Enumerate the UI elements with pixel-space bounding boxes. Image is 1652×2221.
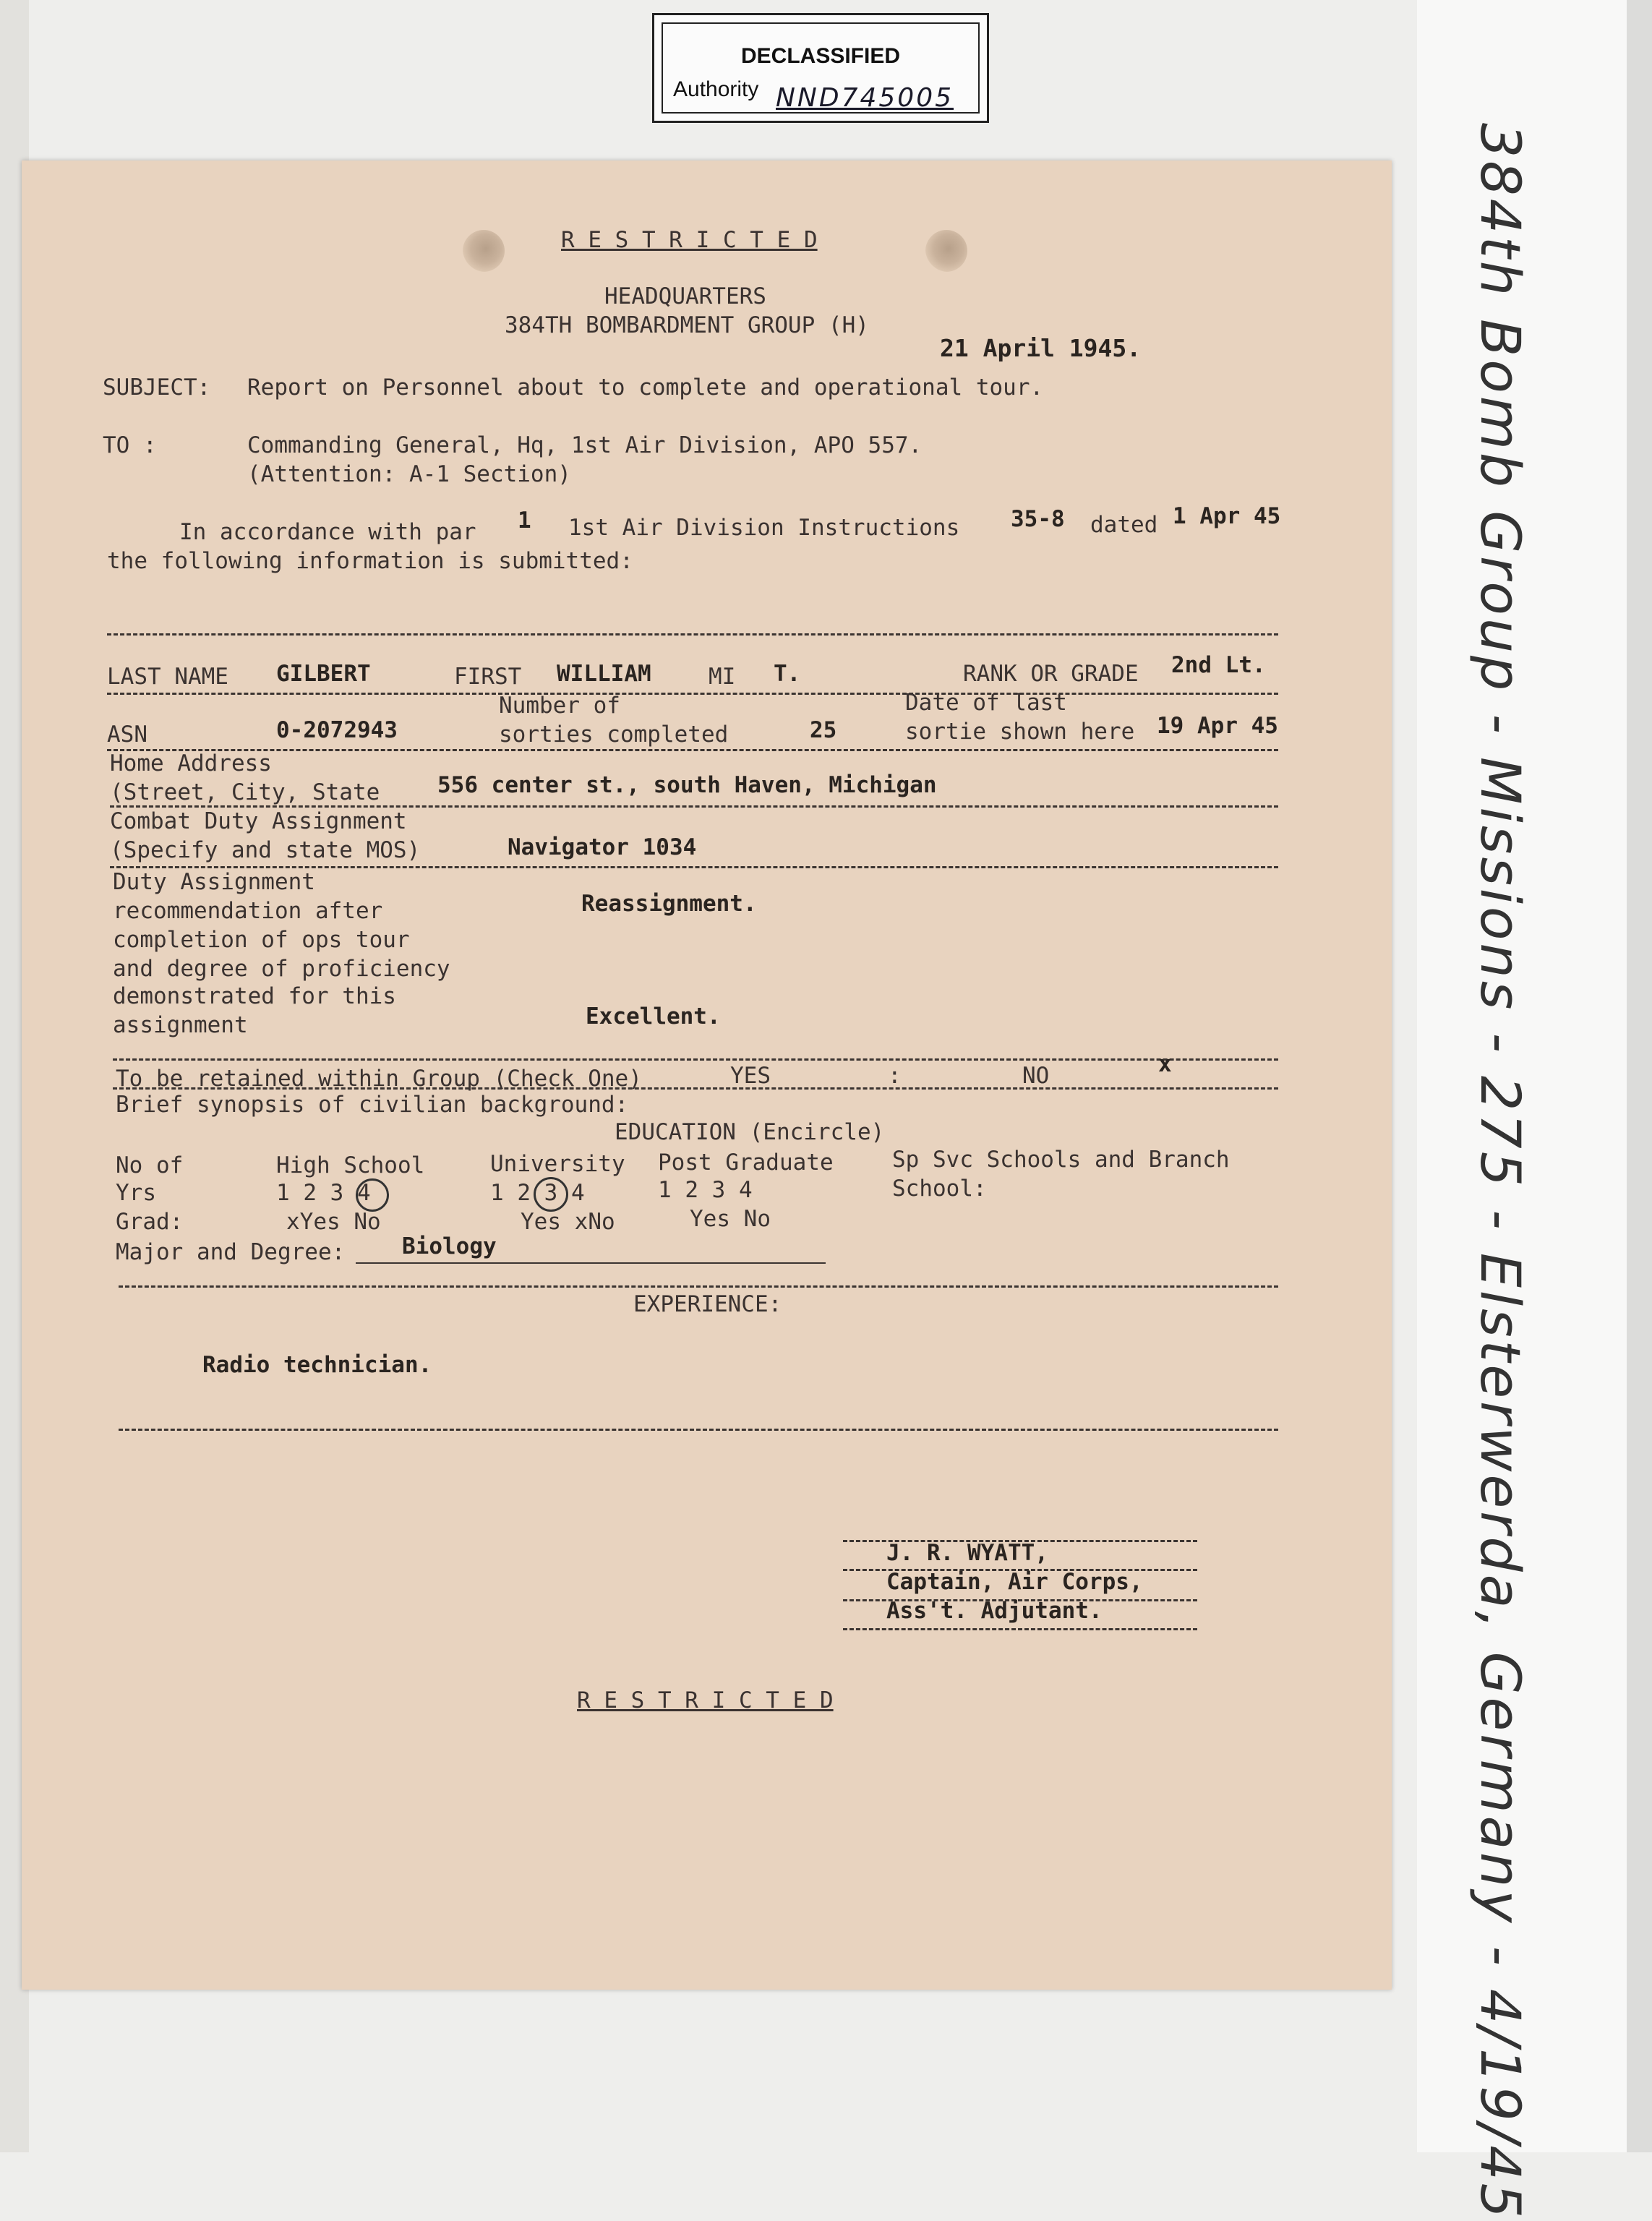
authority-label: Authority [673, 77, 759, 101]
rule-top [107, 633, 1278, 636]
signature-title: Ass't. Adjutant. [886, 1598, 1103, 1624]
duty-label-line: recommendation after [113, 898, 383, 924]
sorties-label-2: sorties completed [499, 722, 729, 748]
rule-asn [107, 749, 1278, 751]
sp-svc-label-2: School: [892, 1176, 987, 1202]
background-right [1417, 0, 1652, 2152]
para-prefix: In accordance with par [179, 519, 476, 545]
para-middle: 1st Air Division Instructions [568, 515, 960, 541]
university-grad: Yes xNo [521, 1209, 615, 1235]
grad-label: Grad: [116, 1209, 184, 1235]
subject-text: Report on Personnel about to complete and operational tour. [247, 375, 1044, 401]
rule-home [110, 805, 1278, 808]
to-label: TO : [103, 432, 157, 458]
classification-bottom: R E S T R I C T E D [577, 1687, 834, 1713]
signature-name: J. R. WYATT, [886, 1540, 1048, 1566]
para-line-2: the following information is submitted: [107, 548, 633, 574]
experience-label: EXPERIENCE: [633, 1291, 782, 1317]
handwritten-note: 384th Bomb Group - Missions - 275 - Elsterwerda, Germany - 4/19/45 [1468, 123, 1533, 2221]
university-circle [534, 1177, 568, 1212]
duty-label-line: and degree of proficiency [113, 956, 450, 982]
yrs-label: Yrs [116, 1180, 156, 1206]
proficiency-value: Excellent. [586, 1003, 721, 1030]
para-number: 1 [518, 508, 531, 534]
sorties-value: 25 [810, 717, 837, 743]
high-school-grad: xYes No [286, 1209, 381, 1235]
sorties-label-1: Number of [499, 693, 620, 719]
first-label: FIRST [454, 664, 522, 690]
subject-label: SUBJECT: [103, 375, 211, 401]
duty-label-line: assignment [113, 1012, 248, 1038]
home-label-2: (Street, City, State [110, 779, 380, 805]
duty-label-line: completion of ops tour [113, 927, 410, 953]
rank-label: RANK OR GRADE [963, 661, 1139, 687]
university-label: University [490, 1151, 625, 1177]
rank-value: 2nd Lt. [1171, 652, 1266, 678]
rule-retained [113, 1087, 1278, 1090]
university-years: 1 2 3 4 [490, 1180, 585, 1206]
retained-no-label: NO [1022, 1063, 1050, 1089]
last-sortie-label-2: sortie shown here [905, 719, 1135, 745]
retained-label: To be retained within Group (Check One) [116, 1066, 642, 1092]
rule-combat [110, 866, 1278, 868]
first-name-value: WILLIAM [557, 661, 651, 687]
home-label-1: Home Address [110, 750, 272, 776]
sp-svc-label-1: Sp Svc Schools and Branch [892, 1147, 1230, 1173]
major-value: Biology [402, 1233, 497, 1259]
punch-hole-right [925, 230, 967, 272]
rule-experience [119, 1429, 1278, 1431]
declassified-stamp [652, 13, 989, 123]
document-date: 21 April 1945. [940, 334, 1142, 362]
signature-rank: Captain, Air Corps, [886, 1569, 1143, 1595]
high-school-label: High School [276, 1152, 425, 1178]
last-sortie-label-1: Date of last [905, 690, 1067, 716]
declassified-title: DECLASSIFIED [740, 44, 901, 68]
dated-value: 1 Apr 45 [1173, 503, 1281, 529]
combat-label-2: (Specify and state MOS) [110, 837, 421, 863]
civilian-label: Brief synopsis of civilian background: [116, 1092, 629, 1118]
combat-value: Navigator 1034 [508, 834, 697, 860]
major-underline [356, 1262, 826, 1264]
instruction-number: 35-8 [1011, 506, 1065, 532]
to-line-1: Commanding General, Hq, 1st Air Division, APO 557. [247, 432, 923, 458]
last-name-label: LAST NAME [107, 664, 228, 690]
no-of-label: No of [116, 1152, 184, 1178]
education-label: EDUCATION (Encircle) [615, 1119, 885, 1145]
last-sortie-value: 19 Apr 45 [1157, 713, 1278, 739]
retained-separator: : [888, 1063, 902, 1089]
asn-label: ASN [107, 722, 147, 748]
high-school-years: 1 2 3 4 [276, 1180, 371, 1206]
mi-label: MI [709, 664, 736, 690]
high-school-circle [356, 1178, 389, 1212]
authority-value: NND745005 [776, 83, 954, 113]
duty-label-line: Duty Assignment [113, 869, 315, 895]
asn-value: 0-2072943 [276, 717, 398, 743]
dated-label: dated [1090, 512, 1158, 538]
rule-education [119, 1285, 1278, 1288]
post-grad-grad: Yes No [690, 1206, 771, 1232]
background-right-edge [1627, 0, 1652, 2152]
post-grad-years: 1 2 3 4 [658, 1177, 753, 1203]
duty-recommendation-value: Reassignment. [581, 891, 757, 917]
document-page [22, 161, 1392, 1990]
header-line-1: HEADQUARTERS [604, 283, 766, 309]
header-line-2: 384TH BOMBARDMENT GROUP (H) [505, 312, 869, 338]
mi-value: T. [774, 661, 801, 687]
sig-rule-4 [843, 1628, 1197, 1630]
major-label: Major and Degree: [116, 1239, 346, 1265]
rule-duty [113, 1058, 1278, 1061]
retained-mark: x [1158, 1051, 1172, 1077]
rule-name [107, 693, 1278, 695]
home-address-value: 556 center st., south Haven, Michigan [437, 772, 937, 798]
retained-yes-label: YES [730, 1063, 771, 1089]
experience-value: Radio technician. [202, 1352, 432, 1378]
combat-label-1: Combat Duty Assignment [110, 808, 407, 834]
post-grad-label: Post Graduate [658, 1150, 834, 1176]
last-name-value: GILBERT [276, 661, 371, 687]
classification-top: R E S T R I C T E D [561, 227, 818, 253]
to-line-2: (Attention: A-1 Section) [247, 461, 571, 487]
punch-hole-left [463, 230, 505, 272]
duty-label-line: demonstrated for this [113, 983, 396, 1009]
